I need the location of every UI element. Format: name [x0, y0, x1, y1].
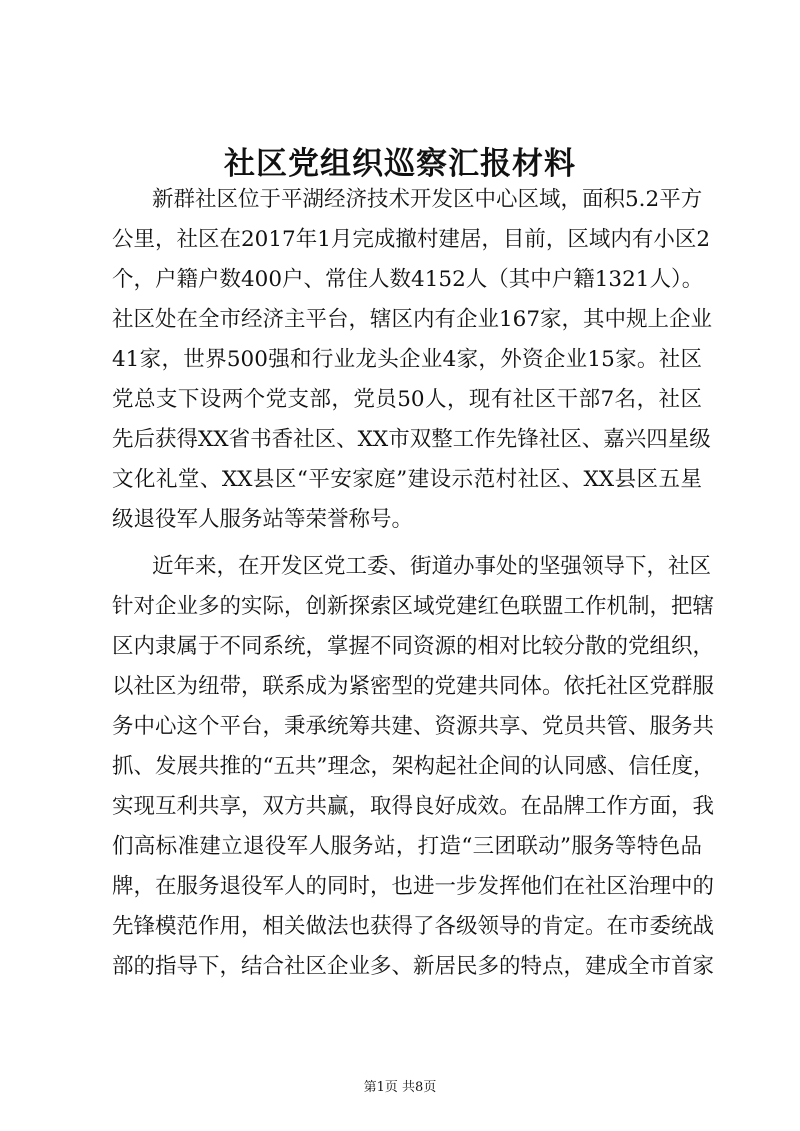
paragraph-2: [112, 547, 715, 987]
text-line: 先后获得XX省书香社区、XX市双整工作先锋社区、嘉兴四星级: [112, 427, 711, 452]
text-line: 区内隶属于不同系统，掌握不同资源的相对比较分散的党组织，: [112, 634, 715, 659]
text-line: 抓、发展共推的“五共”理念，架构起社企间的认同感、信任度，: [112, 754, 715, 779]
document-title: 社区党组织巡察汇报材料: [224, 146, 576, 182]
text-line: 公里，社区在2017年1月完成撤村建居，目前，区域内有小区2: [112, 227, 711, 252]
text-line: 社区处在全市经济主平台，辖区内有企业167家，其中规上企业: [112, 307, 713, 332]
text-line: 实现互利共享，双方共赢，取得良好成效。在品牌工作方面，我: [112, 794, 715, 819]
paragraph-1: [112, 180, 713, 540]
text-line: 党总支下设两个党支部，党员50人，现有社区干部7名，社区: [112, 387, 702, 412]
page-footer: 第1页 共8页: [363, 1080, 437, 1095]
text-line: 个，户籍户数400户、常住人数4152人（其中户籍1321人）。: [112, 267, 704, 292]
text-line: 务中心这个平台，秉承统筹共建、资源共享、党员共管、服务共: [112, 714, 715, 739]
text-line: 针对企业多的实际，创新探索区域党建红色联盟工作机制，把辖: [112, 594, 715, 619]
text-line: 部的指导下，结合社区企业多、新居民多的特点，建成全市首家: [112, 954, 715, 979]
text-line: 近年来，在开发区党工委、街道办事处的坚强领导下，社区: [152, 554, 712, 579]
text-line: 级退役军人服务站等荣誉称号。: [112, 507, 414, 532]
text-line: 41家，世界500强和行业龙头企业4家，外资企业15家。社区: [112, 347, 702, 372]
text-line: 们高标准建立退役军人服务站，打造“三团联动”服务等特色品: [112, 834, 702, 859]
text-line: 牌，在服务退役军人的同时，也进一步发挥他们在社区治理中的: [112, 874, 715, 899]
text-line: 先锋模范作用，相关做法也获得了各级领导的肯定。在市委统战: [112, 914, 715, 939]
text-line: 文化礼堂、XX县区“平安家庭”建设示范村社区、XX县区五星: [112, 467, 702, 492]
text-line: 新群社区位于平湖经济技术开发区中心区域，面积5.2平方: [152, 187, 703, 212]
text-line: 以社区为纽带，联系成为紧密型的党建共同体。依托社区党群服: [112, 674, 715, 699]
